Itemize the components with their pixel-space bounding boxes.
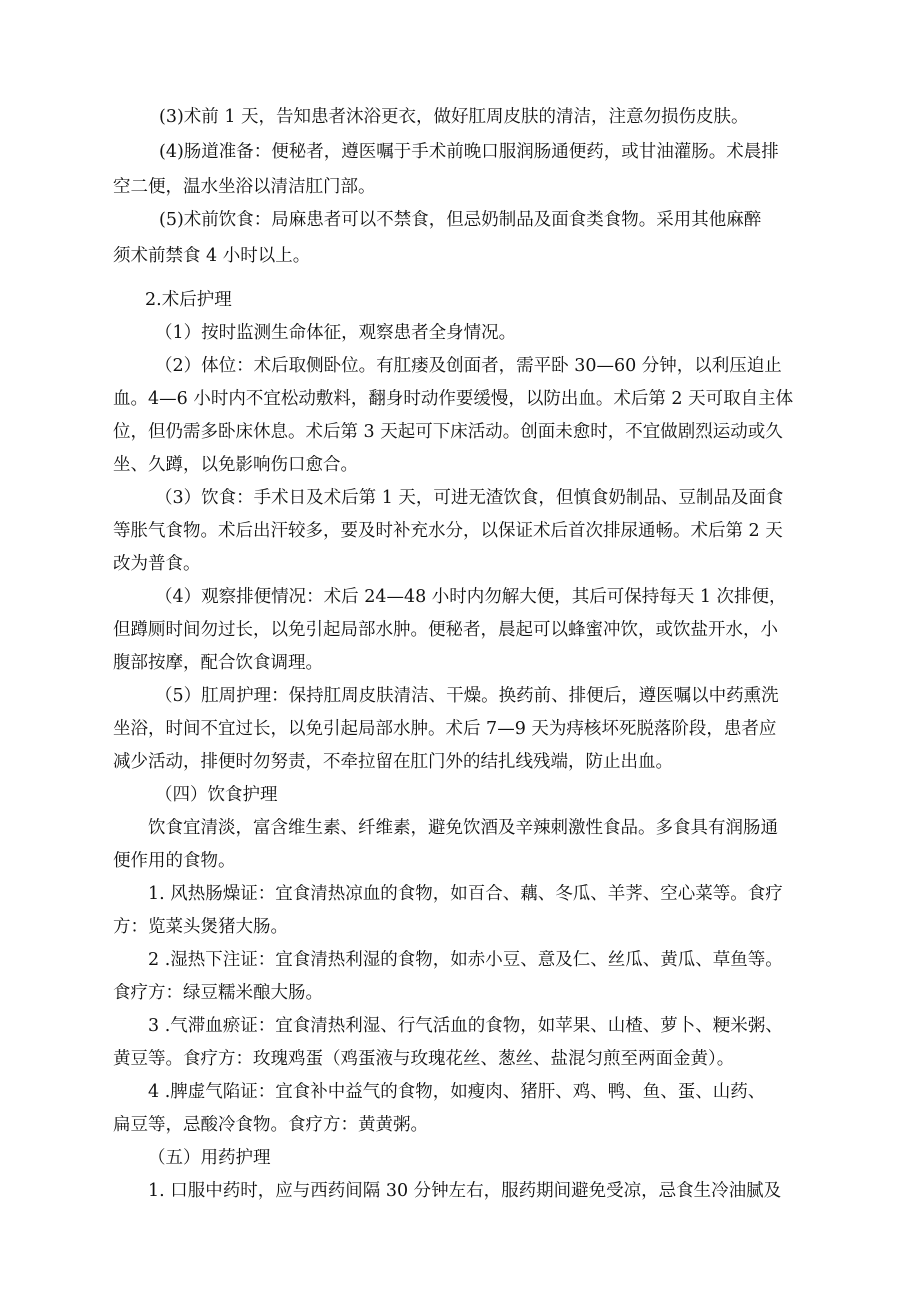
text-line: 空二便，温水坐浴以清洁肛门部。 <box>113 177 376 197</box>
text-line: 坐、久蹲，以免影响伤口愈合。 <box>113 455 358 475</box>
text-line: 但蹲厕时间勿过长，以免引起局部水肿。便秘者，晨起可以蜂蜜冲饮，或饮盐开水，小 <box>113 620 778 640</box>
text-line: 2 .湿热下注证：宜食清热利湿的食物，如赤小豆、意及仁、丝瓜、黄瓜、草鱼等。 <box>148 950 783 970</box>
text-line: 饮食宜清淡，富含维生素、纤维素，避免饮酒及辛辣刺激性食品。多食具有润肠通 <box>148 818 778 838</box>
text-line: (3)术前 1 天，告知患者沐浴更衣，做好肛周皮肤的清洁，注意勿损伤皮肤。 <box>159 107 749 127</box>
text-line: （2）体位：术后取侧卧位。有肛瘘及创面者，需平卧 30—60 分钟，以利压迫止 <box>155 356 782 376</box>
text-line: 3 .气滞血瘀证：宜食清热利湿、行气活血的食物，如苹果、山楂、萝卜、粳米粥、 <box>148 1016 783 1036</box>
text-line: 腹部按摩，配合饮食调理。 <box>113 653 323 673</box>
text-line: 减少活动，排便时勿努责，不牵拉留在肛门外的结扎线残端，防止出血。 <box>113 752 673 772</box>
text-line: 4 .脾虚气陷证：宜食补中益气的食物，如瘦肉、猪肝、鸡、鸭、鱼、蛋、山药、 <box>148 1082 766 1102</box>
text-line: 血。4—6 小时内不宜松动敷料，翻身时动作要缓慢，以防出血。术后第 2 天可取自主体 <box>113 389 794 409</box>
section-heading: 2.术后护理 <box>145 290 232 310</box>
text-line: 黄豆等。食疗方：玫瑰鸡蛋（鸡蛋液与玫瑰花丝、葱丝、盐混匀煎至两面金黄）。 <box>113 1049 735 1069</box>
text-line: 等胀气食物。术后出汗较多，要及时补充水分，以保证术后首次排尿通畅。术后第 2 天 <box>113 521 783 541</box>
text-line: （1）按时监测生命体征，观察患者全身情况。 <box>155 323 517 343</box>
text-line: （3）饮食：手术日及术后第 1 天，可进无渣饮食，但慎食奶制品、豆制品及面食 <box>155 488 784 508</box>
text-line: 坐浴，时间不宜过长，以免引起局部水肿。术后 7—9 天为痔核坏死脱落阶段，患者应 <box>113 719 777 739</box>
text-line: 1. 风热肠燥证：宜食清热凉血的食物，如百合、藕、冬瓜、羊荠、空心菜等。食疗 <box>148 884 783 904</box>
text-line: (5)术前饮食：局麻患者可以不禁食，但忌奶制品及面食类食物。采用其他麻醉 <box>159 210 762 230</box>
text-line: (4)肠道准备：便秘者，遵医嘱于手术前晚口服润肠通便药，或甘油灌肠。术晨排 <box>159 142 779 162</box>
section-heading: （四）饮食护理 <box>155 785 278 805</box>
section-heading: （五）用药护理 <box>148 1148 271 1168</box>
text-line: 1. 口服中药时，应与西药间隔 30 分钟左右，服药期间避免受凉，忌食生冷油腻及 <box>148 1181 782 1201</box>
text-line: （4）观察排便情况：术后 24—48 小时内勿解大便，其后可保持每天 1 次排便， <box>155 587 787 607</box>
text-line: （5）肛周护理：保持肛周皮肤清洁、干燥。换药前、排便后，遵医嘱以中药熏洗 <box>155 686 779 706</box>
text-line: 须术前禁食 4 小时以上。 <box>113 246 311 266</box>
text-line: 方：览菜头煲猪大肠。 <box>113 917 288 937</box>
text-line: 便作用的食物。 <box>113 851 236 871</box>
text-line: 食疗方：绿豆糯米酿大肠。 <box>113 983 323 1003</box>
text-line: 位，但仍需多卧床休息。术后第 3 天起可下床活动。创面未愈时，不宜做剧烈运动或久 <box>113 422 783 442</box>
text-line: 扁豆等，忌酸冷食物。食疗方：黄黄粥。 <box>113 1115 428 1135</box>
text-line: 改为普食。 <box>113 554 201 574</box>
